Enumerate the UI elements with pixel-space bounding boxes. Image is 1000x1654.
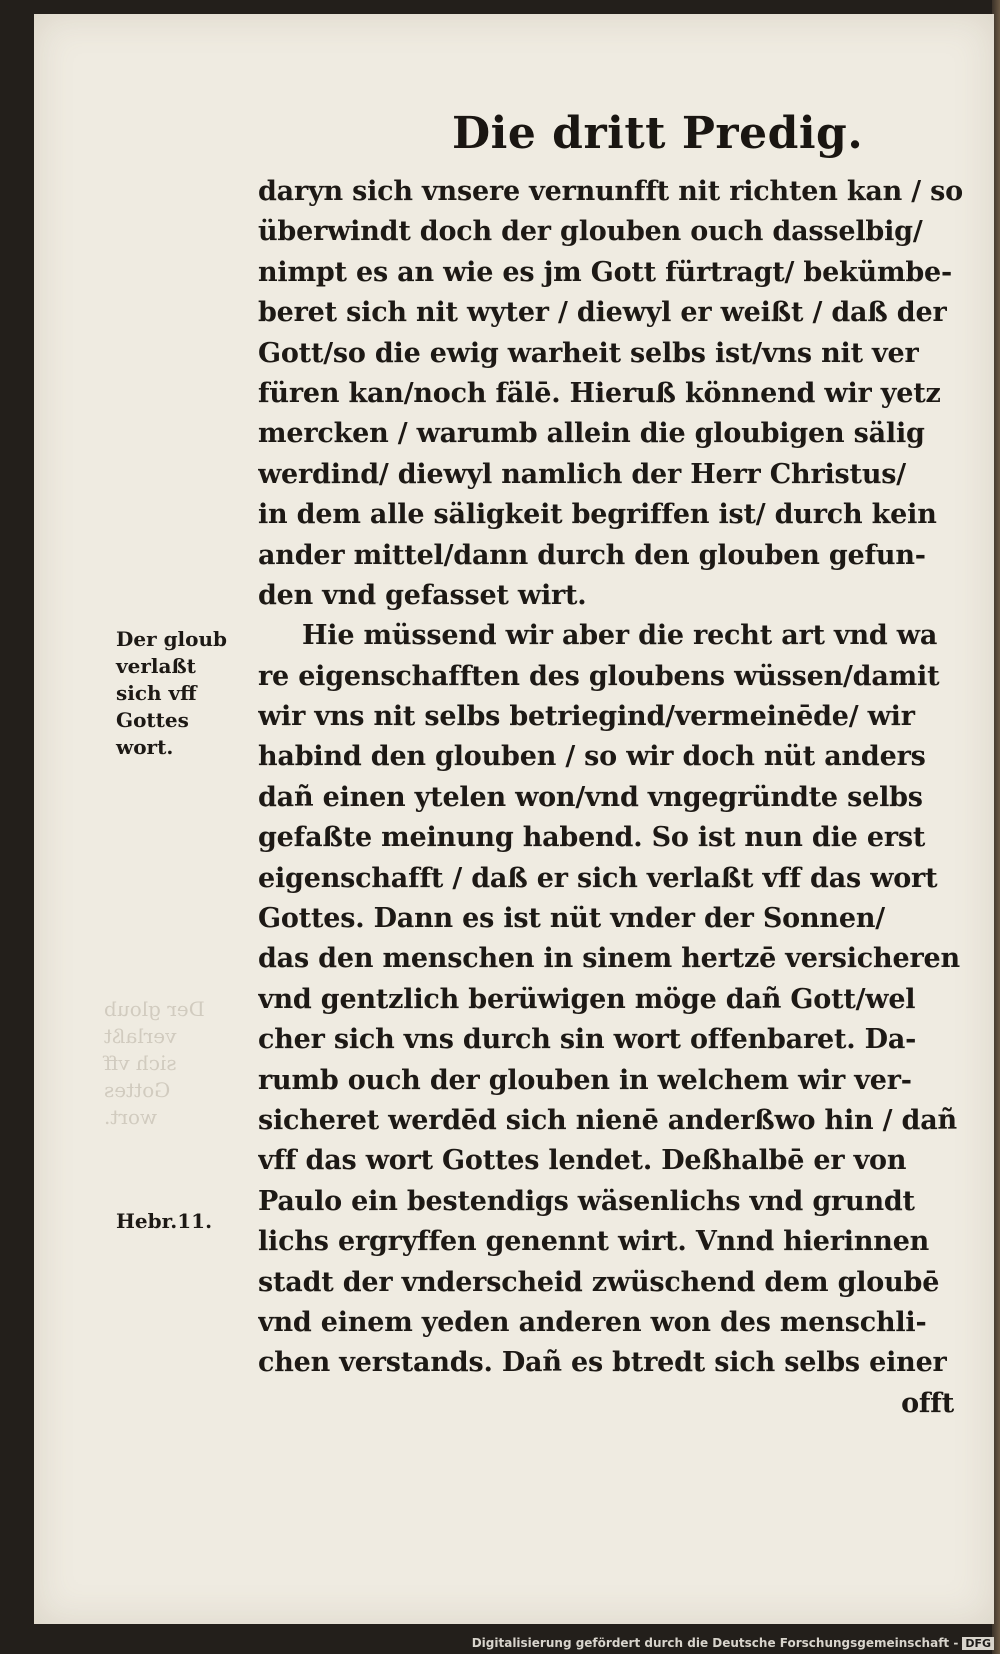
text-line: vnd einem yeden anderen won des menschli- bbox=[258, 1306, 927, 1338]
bleed-through-line: Gottes bbox=[104, 1078, 171, 1102]
margin-note-line: Gottes bbox=[116, 708, 189, 732]
text-line: rumb ouch der glouben in welchem wir ver- bbox=[258, 1064, 912, 1096]
credit-text: Digitalisierung gefördert durch die Deutsche Forschungsgemeinschaft - bbox=[471, 1636, 959, 1650]
running-head: Die dritt Predig. bbox=[452, 108, 864, 159]
text-line: den vnd gefasset wirt. bbox=[258, 579, 587, 611]
bleed-through-line: verlaßt bbox=[104, 1024, 177, 1048]
text-line: vnd gentzlich berüwigen möge dañ Gott/wel bbox=[258, 983, 916, 1015]
text-line: Paulo ein bestendigs wäsenlichs vnd grundt bbox=[258, 1185, 915, 1217]
text-line: werdind/ diewyl namlich der Herr Christus/ bbox=[258, 458, 906, 490]
text-line-paragraph-start: Hie müssend wir aber die recht art vnd wa bbox=[302, 620, 938, 652]
text-line: in dem alle säligkeit begriffen ist/ durch kein bbox=[258, 499, 937, 531]
text-line: dañ einen ytelen won/vnd vngegründte selbs bbox=[258, 781, 923, 813]
text-line: daryn sich vnsere vernunfft nit richten kan / so bbox=[258, 176, 963, 207]
dfg-logo: DFG bbox=[962, 1637, 994, 1650]
text-line: Gottes. Dann es ist nüt vnder der Sonnen/ bbox=[258, 903, 885, 935]
text-line: nimpt es an wie es jm Gott fürtragt/ bekümbe- bbox=[258, 256, 953, 288]
text-line: vff das wort Gottes lendet. Deßhalbē er von bbox=[258, 1145, 907, 1177]
bleed-through-margin-note bbox=[104, 996, 234, 1131]
margin-note-hebrews bbox=[116, 1208, 212, 1235]
text-line: überwindt doch der glouben ouch dasselbig/ bbox=[258, 216, 923, 248]
digitization-credit bbox=[472, 1636, 994, 1650]
margin-note-faith bbox=[116, 626, 227, 761]
text-line: habind den glouben / so wir doch nüt anders bbox=[258, 741, 926, 773]
text-line: re eigenschafften des gloubens wüssen/damit bbox=[258, 660, 940, 692]
margin-note-line: Der gloub bbox=[116, 627, 228, 651]
text-line: das den menschen in sinem hertzē versicheren bbox=[258, 943, 960, 975]
text-line: füren kan/noch fälē. Hieruß könnend wir yetz bbox=[258, 377, 941, 409]
text-line: cher sich vns durch sin wort offenbaret. Da- bbox=[258, 1024, 917, 1056]
body-text bbox=[258, 172, 964, 1424]
text-line: gefaßte meinung habend. So ist nun die erst bbox=[258, 822, 926, 854]
text-line: sicheret werdēd sich nienē anderßwo hin / dañ bbox=[258, 1104, 957, 1136]
text-line: beret sich nit wyter / diewyl er weißt / daß der bbox=[258, 297, 947, 329]
text-line: wir vns nit selbs betriegind/vermeinēde/ wir bbox=[258, 701, 915, 733]
text-line: chen verstands. Dañ es btredt sich selbs einer bbox=[258, 1347, 947, 1379]
text-line: ander mittel/dann durch den glouben gefun- bbox=[258, 539, 926, 571]
bleed-through-line: Der gloub bbox=[104, 997, 205, 1021]
catchword: offt bbox=[901, 1387, 954, 1419]
bleed-through-line: sich vff bbox=[104, 1051, 177, 1075]
margin-note-line: verlaßt bbox=[116, 654, 196, 678]
margin-note-line: wort. bbox=[116, 735, 174, 759]
text-line: lichs ergryffen genennt wirt. Vnnd hierinnen bbox=[258, 1226, 930, 1258]
text-line: mercken / warumb allein die gloubigen sälig bbox=[258, 418, 925, 450]
text-line: eigenschafft / daß er sich verlaßt vff das wort bbox=[258, 862, 938, 894]
text-line: Gott/so die ewig warheit selbs ist/vns nit ver bbox=[258, 337, 919, 369]
margin-note-line: Hebr.11. bbox=[116, 1209, 213, 1233]
margin-note-line: sich vff bbox=[116, 681, 197, 705]
bleed-through-line: wort. bbox=[104, 1105, 158, 1129]
text-line: stadt der vnderscheid zwüschend dem gloubē bbox=[258, 1266, 940, 1298]
